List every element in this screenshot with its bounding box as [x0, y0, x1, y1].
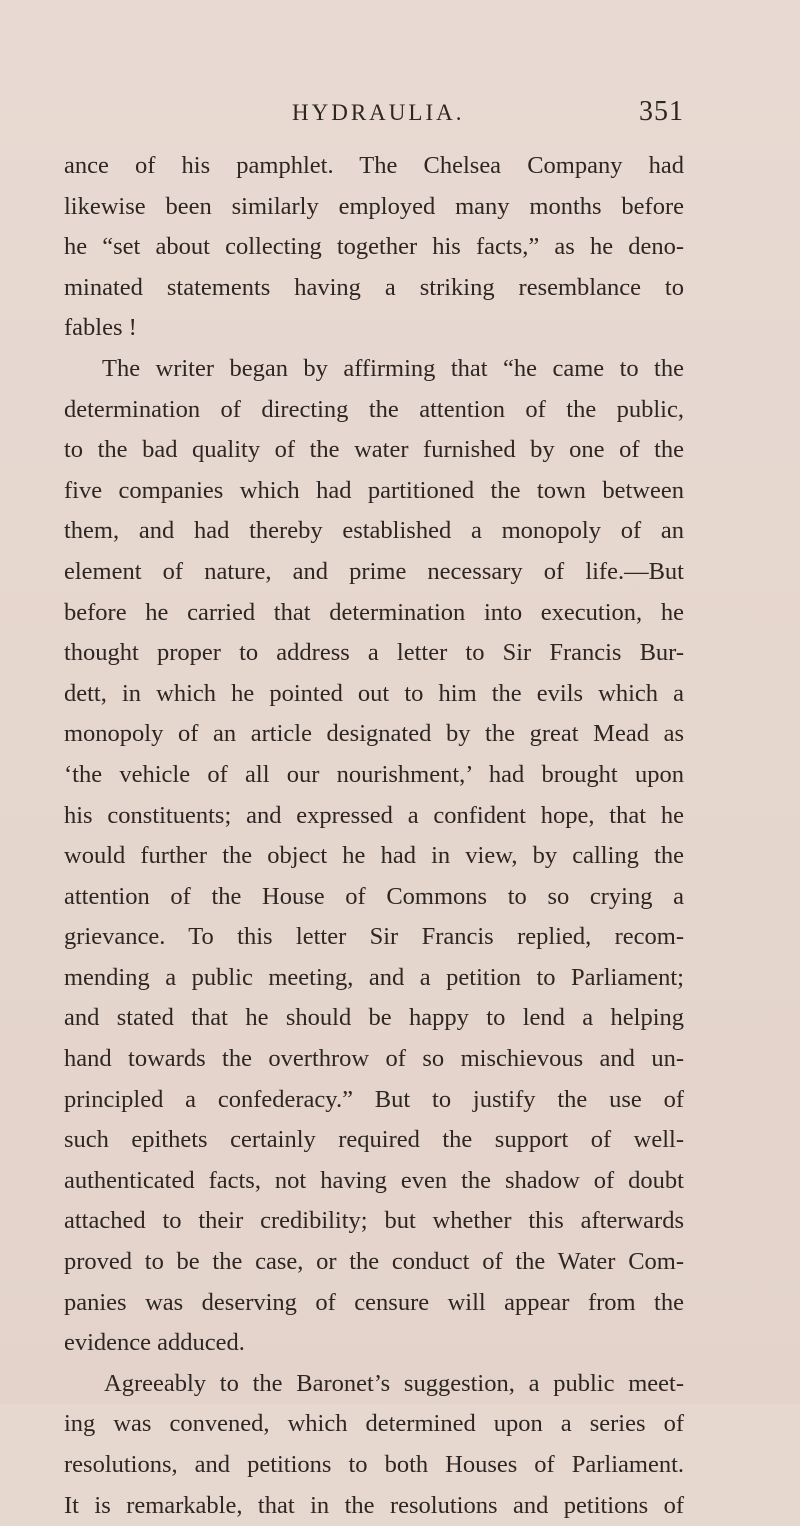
- page-header: [64, 96, 684, 136]
- text-line: monopoly of an article designated by the great Mead as: [64, 720, 684, 748]
- text-line: minated statements having a striking resemblance to: [64, 273, 684, 301]
- text-line: such epithets certainly required the support of well-: [64, 1126, 684, 1154]
- text-line: attention of the House of Commons to so crying a: [64, 882, 684, 910]
- text-line: to the bad quality of the water furnished by one of the: [64, 436, 684, 464]
- text-line: them, and had thereby established a monopoly of an: [64, 517, 684, 545]
- text-line: principled a confederacy.” But to justify the use of: [64, 1085, 684, 1113]
- text-line: fables !: [64, 314, 137, 342]
- body-text: [64, 146, 684, 1526]
- text-line: and stated that he should be happy to lend a helping: [64, 1004, 684, 1032]
- text-line: The writer began by affirming that “he came to the: [102, 354, 684, 382]
- text-line: his constituents; and expressed a confident hope, that he: [64, 801, 684, 829]
- text-line: five companies which had partitioned the town between: [64, 476, 684, 504]
- text-line: grievance. To this letter Sir Francis replied, recom-: [64, 923, 684, 951]
- text-line: proved to be the case, or the conduct of the Water Com-: [64, 1248, 684, 1276]
- text-line: he “set about collecting together his facts,” as he deno-: [64, 233, 684, 261]
- text-line: ance of his pamphlet. The Chelsea Company had: [64, 152, 684, 179]
- text-line: determination of directing the attention of the public,: [64, 395, 684, 423]
- text-line: Agreeably to the Baronet’s suggestion, a public meet-: [104, 1369, 684, 1397]
- page-number: 351: [639, 96, 684, 127]
- text-line: hand towards the overthrow of so mischievous and un-: [64, 1045, 684, 1073]
- text-line: resolutions, and petitions to both Houses of Parliament.: [64, 1451, 684, 1478]
- text-line: authenticated facts, not having even the shadow of doubt: [64, 1166, 684, 1194]
- text-line: ing was convened, which determined upon a series of: [64, 1410, 684, 1438]
- text-line: likewise been similarly employed many months before: [64, 192, 684, 220]
- text-line: attached to their credibility; but whether this afterwards: [64, 1207, 684, 1235]
- text-line: It is remarkable, that in the resolutions and petitions of: [64, 1491, 684, 1519]
- text-line: mending a public meeting, and a petition to Parliament;: [64, 963, 684, 991]
- text-line: panies was deserving of censure will appear from the: [64, 1288, 684, 1316]
- text-line: evidence adduced.: [64, 1329, 245, 1357]
- text-line: would further the object he had in view, by calling the: [64, 842, 684, 870]
- running-head: HYDRAULIA.: [292, 100, 465, 125]
- text-line: before he carried that determination into execution, he: [64, 598, 684, 626]
- text-line: thought proper to address a letter to Sir Francis Bur-: [64, 639, 684, 667]
- text-line: element of nature, and prime necessary of life.—But: [64, 557, 684, 585]
- text-line: ‘the vehicle of all our nourishment,’ had brought upon: [64, 760, 684, 788]
- text-line: dett, in which he pointed out to him the evils which a: [64, 679, 684, 707]
